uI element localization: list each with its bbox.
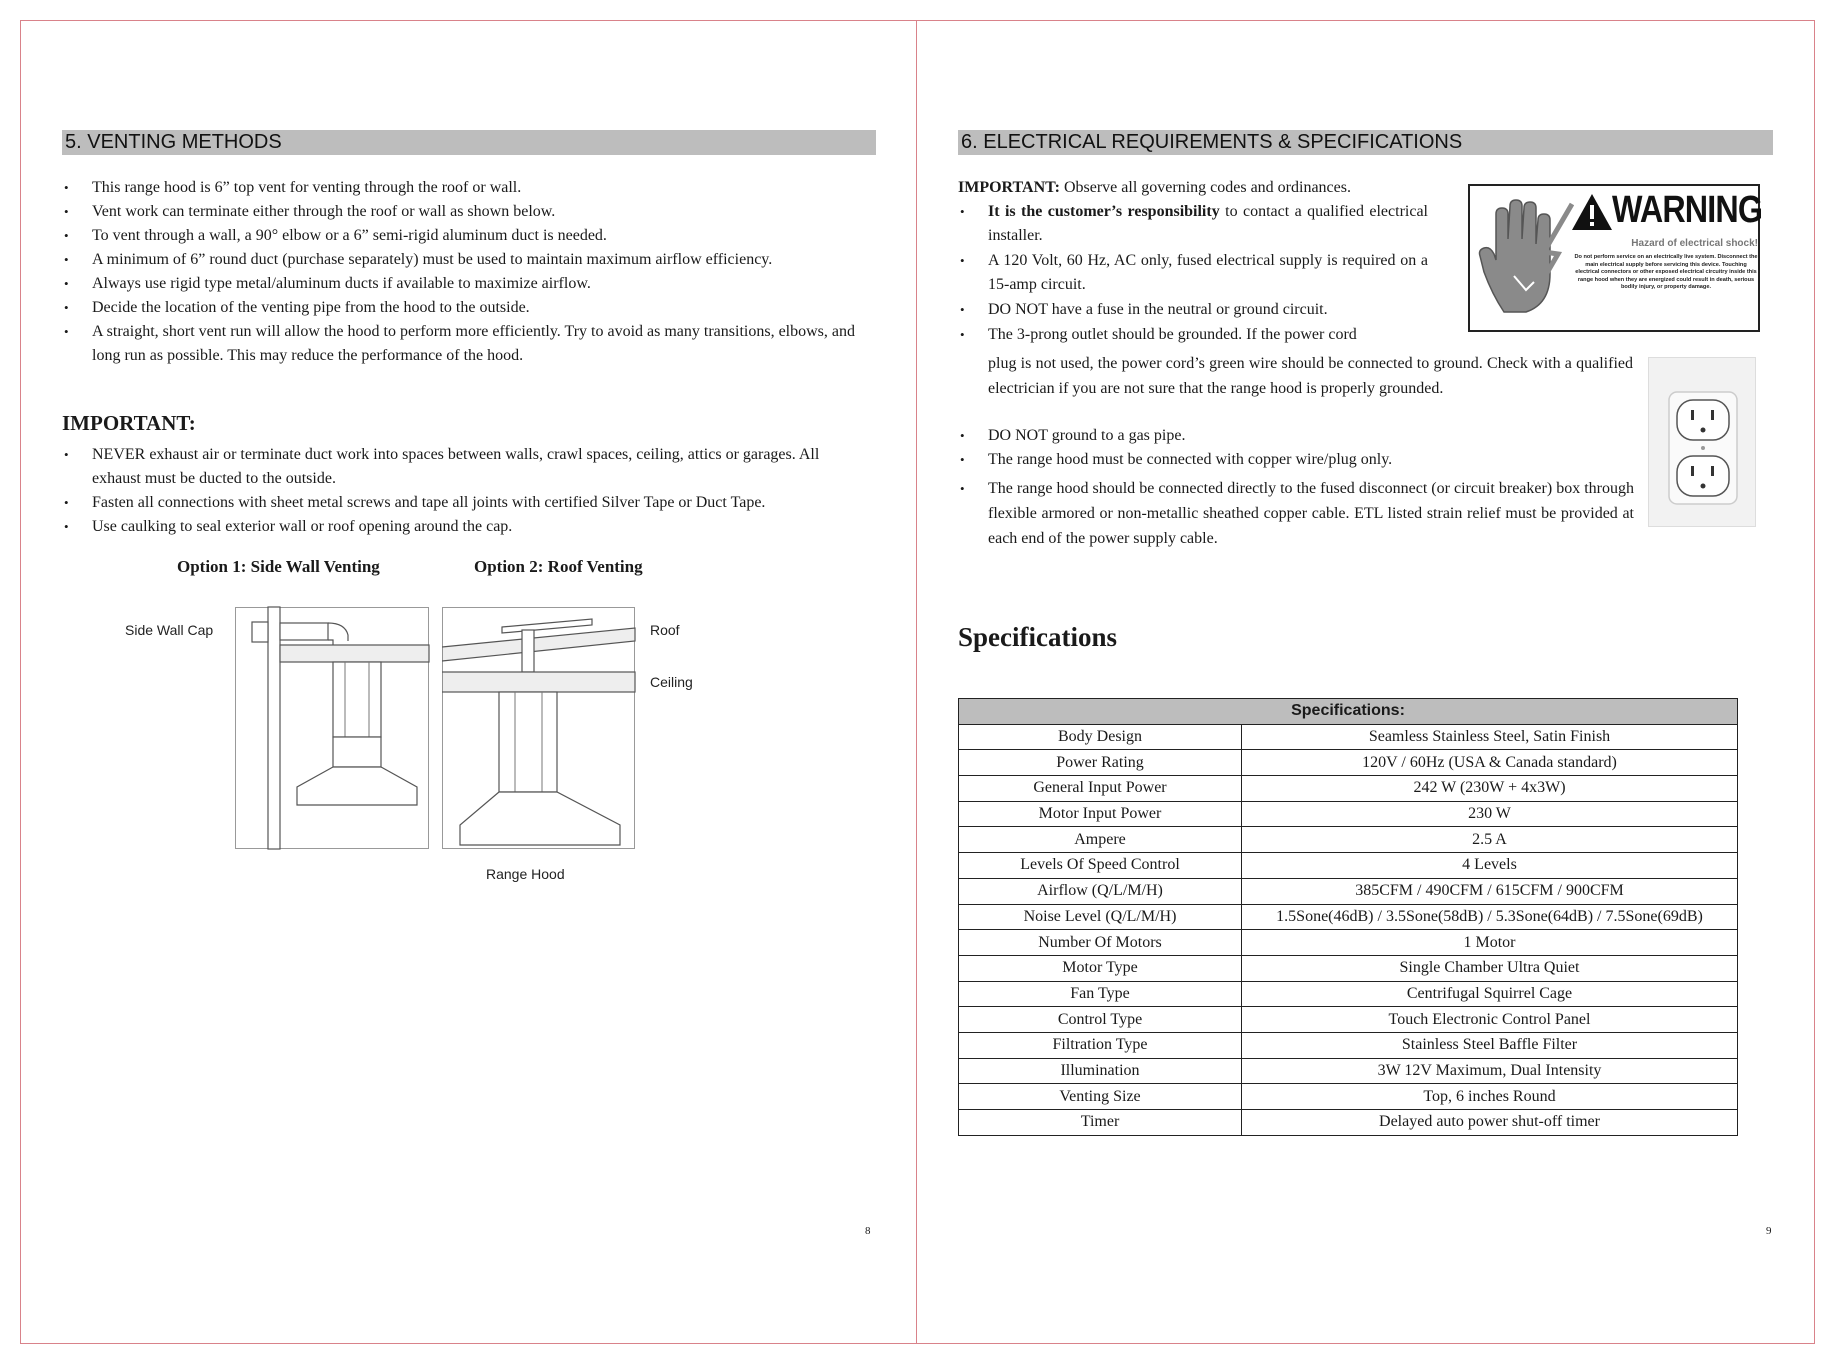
spec-key-cell: Motor Input Power	[959, 801, 1242, 827]
spec-value-cell: 1.5Sone(46dB) / 3.5Sone(58dB) / 5.3Sone(64dB) / 7.5Sone(69dB)	[1242, 904, 1738, 930]
spec-value-cell: 1 Motor	[1242, 930, 1738, 956]
side-wall-venting-diagram	[235, 605, 435, 850]
side-wall-cap-label: Side Wall Cap	[125, 622, 214, 638]
list-item	[958, 200, 1428, 248]
list-item: • Use caulking to seal exterior wall or roof opening around the cap.	[62, 515, 862, 539]
list-item: • A minimum of 6” round duct (purchase separately) must be used to maintain maximum airflow efficiency.	[62, 248, 884, 272]
spec-key-cell: Airflow (Q/L/M/H)	[959, 878, 1242, 904]
important-text: Observe all governing codes and ordinances.	[1059, 179, 1351, 196]
list-item: • A 120 Volt, 60 Hz, AC only, fused electrical supply is required on a 15-amp circuit.	[958, 249, 1428, 297]
spec-value-cell: 4 Levels	[1242, 853, 1738, 879]
outlet-image	[1648, 357, 1756, 527]
outlet-icon	[1667, 390, 1739, 506]
list-item: • This range hood is 6” top vent for venting through the roof or wall.	[62, 176, 884, 200]
warning-sign	[1468, 184, 1763, 332]
spec-value-cell: Top, 6 inches Round	[1242, 1084, 1738, 1110]
table-row	[959, 724, 1738, 750]
table-row	[959, 1058, 1738, 1084]
spec-value-cell: 2.5 A	[1242, 827, 1738, 853]
spec-key-cell: Number Of Motors	[959, 930, 1242, 956]
table-row	[959, 955, 1738, 981]
table-header-row	[959, 699, 1738, 725]
spec-key-cell: Ampere	[959, 827, 1242, 853]
warning-triangle-icon	[1570, 192, 1614, 232]
spec-value-cell: 385CFM / 490CFM / 615CFM / 900CFM	[1242, 878, 1738, 904]
warning-subtitle: Hazard of electrical shock!	[1631, 238, 1758, 249]
table-row	[959, 750, 1738, 776]
customer-responsibility-bold: It is the customer’s responsibility	[988, 203, 1220, 220]
range-hood-label: Range Hood	[486, 866, 565, 882]
table-row	[959, 1084, 1738, 1110]
list-item: • To vent through a wall, a 90° elbow or a 6” semi-rigid aluminum duct is needed.	[62, 224, 884, 248]
list-item: • Decide the location of the venting pipe from the hood to the outside.	[62, 296, 884, 320]
table-row	[959, 1007, 1738, 1033]
table-row	[959, 776, 1738, 802]
list-item: • A straight, short vent run will allow the hood to perform more efficiently. Try to avoid as many transitions, elbows, and long run as possible. This may reduce the performance of the hood.	[62, 320, 884, 368]
spec-key-cell: Body Design	[959, 724, 1242, 750]
list-item: • DO NOT ground to a gas pipe.	[958, 424, 1634, 448]
table-row	[959, 904, 1738, 930]
important-bullet-list	[62, 443, 862, 539]
electrical-bullets-top	[958, 200, 1428, 347]
warning-title: WARNING	[1612, 189, 1763, 231]
list-item: • DO NOT have a fuse in the neutral or ground circuit.	[958, 298, 1428, 322]
table-row	[959, 801, 1738, 827]
spec-value-cell: Touch Electronic Control Panel	[1242, 1007, 1738, 1033]
spec-value-cell: Single Chamber Ultra Quiet	[1242, 955, 1738, 981]
roof-venting-diagram	[442, 605, 637, 850]
list-item: • The 3-prong outlet should be grounded. If the power cord	[958, 323, 1428, 347]
specifications-title: Specifications	[958, 622, 1117, 652]
spec-value-cell: Centrifugal Squirrel Cage	[1242, 981, 1738, 1007]
hand-shock-icon	[1474, 194, 1574, 326]
section-heading-venting: 5. VENTING METHODS	[62, 130, 876, 155]
table-row	[959, 878, 1738, 904]
list-item: • The range hood should be connected directly to the fused disconnect (or circuit breaker) box through flexible armored or non-metallic sheathed copper cable. ETL listed strain relief must be provided at each end of the power supply cable.	[958, 476, 1634, 551]
venting-bullet-list	[62, 176, 884, 368]
spec-key-cell: Venting Size	[959, 1084, 1242, 1110]
spec-key-cell: Motor Type	[959, 955, 1242, 981]
table-row	[959, 1032, 1738, 1058]
list-item: • Always use rigid type metal/aluminum ducts if available to maximize airflow.	[62, 272, 884, 296]
list-item: • Fasten all connections with sheet metal screws and tape all joints with certified Silver Tape or Duct Tape.	[62, 491, 862, 515]
spec-key-cell: Levels Of Speed Control	[959, 853, 1242, 879]
electrical-bullets-bottom	[958, 424, 1634, 551]
grounding-paragraph: plug is not used, the power cord’s green wire should be connected to ground. Check with a qualified electrician if you are not sure that the range hood is properly grounded.	[988, 355, 1633, 397]
page-divider	[916, 20, 917, 1344]
electrical-intro	[958, 176, 1458, 200]
customer-responsibility-rest: to contact a qualified electrical installer.	[988, 203, 1429, 244]
important-label: IMPORTANT:	[958, 179, 1060, 196]
spec-key-cell: Timer	[959, 1110, 1242, 1136]
page-number-right: 9	[1766, 1225, 1772, 1237]
spec-value-cell: Stainless Steel Baffle Filter	[1242, 1032, 1738, 1058]
table-row	[959, 853, 1738, 879]
spec-value-cell: 120V / 60Hz (USA & Canada standard)	[1242, 750, 1738, 776]
important-heading: IMPORTANT:	[62, 411, 196, 435]
spec-key-cell: Fan Type	[959, 981, 1242, 1007]
option2-label: Option 2: Roof Venting	[474, 557, 643, 576]
section-heading-electrical: 6. ELECTRICAL REQUIREMENTS & SPECIFICATIONS	[958, 130, 1773, 155]
warning-body: Do not perform service on an electrically live system. Disconnect the main electrical supply before servicing this device. Touching electrical connectors or other exposed electrical circuitry inside this range hood when they are energized could result in death, serious bodily injury, or property damage.	[1574, 254, 1758, 291]
spec-key-cell: Control Type	[959, 1007, 1242, 1033]
table-body	[959, 724, 1738, 1135]
spec-key-cell: General Input Power	[959, 776, 1242, 802]
option1-label: Option 1: Side Wall Venting	[177, 557, 380, 576]
spec-key-cell: Illumination	[959, 1058, 1242, 1084]
ceiling-label: Ceiling	[650, 674, 693, 690]
table-row	[959, 827, 1738, 853]
table-row	[959, 1110, 1738, 1136]
spec-key-cell: Filtration Type	[959, 1032, 1242, 1058]
specifications-table	[958, 698, 1738, 1136]
spec-value-cell: Seamless Stainless Steel, Satin Finish	[1242, 724, 1738, 750]
spec-key-cell: Power Rating	[959, 750, 1242, 776]
spec-value-cell: 3W 12V Maximum, Dual Intensity	[1242, 1058, 1738, 1084]
page-number-left: 8	[865, 1225, 871, 1237]
list-item: • NEVER exhaust air or terminate duct work into spaces between walls, crawl spaces, ceiling, attics or garages. All exhaust must be ducted to the outside.	[62, 443, 862, 491]
spec-key-cell: Noise Level (Q/L/M/H)	[959, 904, 1242, 930]
table-row	[959, 981, 1738, 1007]
list-item: • The range hood must be connected with copper wire/plug only.	[958, 448, 1634, 472]
table-header: Specifications:	[959, 699, 1738, 725]
roof-label: Roof	[650, 622, 680, 638]
spec-value-cell: 230 W	[1242, 801, 1738, 827]
list-item: • Vent work can terminate either through the roof or wall as shown below.	[62, 200, 884, 224]
table-row	[959, 930, 1738, 956]
spec-value-cell: Delayed auto power shut-off timer	[1242, 1110, 1738, 1136]
spec-value-cell: 242 W (230W + 4x3W)	[1242, 776, 1738, 802]
